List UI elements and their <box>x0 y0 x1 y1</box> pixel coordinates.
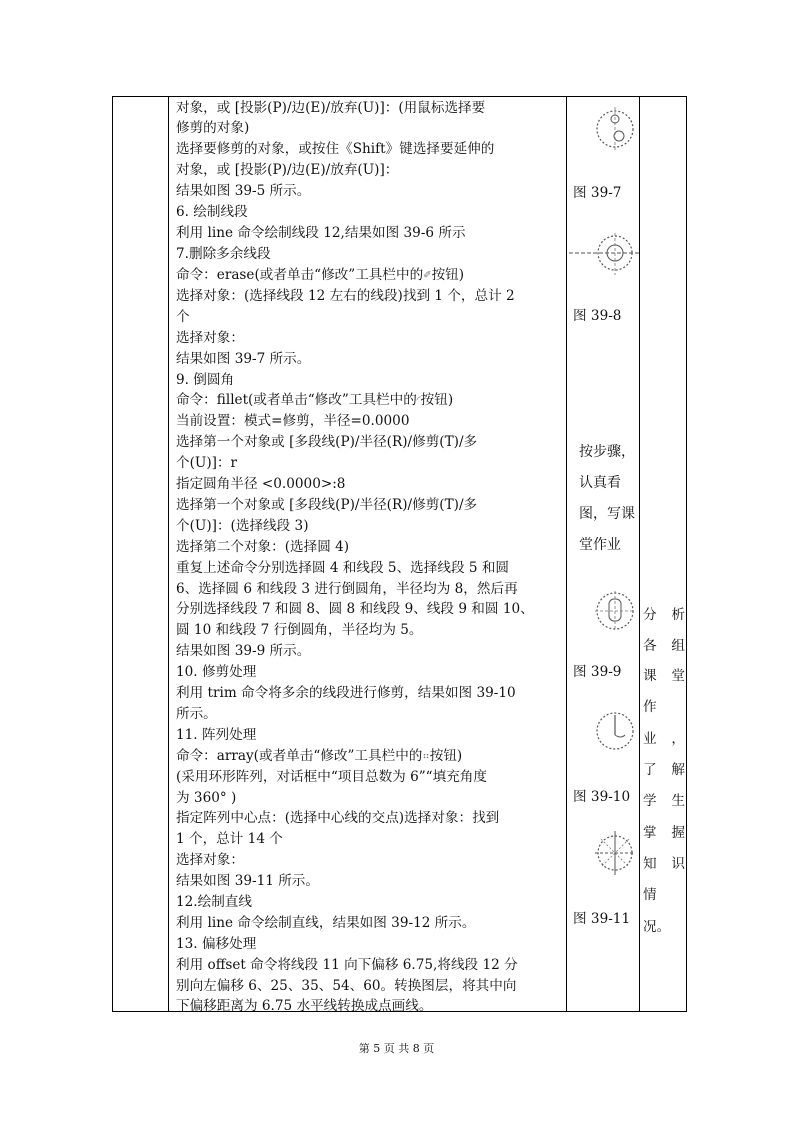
note-line: 图，写课 <box>579 506 635 522</box>
text-line: 结果如图 39-7 所示。 <box>176 351 311 367</box>
text-line: 修剪的对象) <box>176 120 250 136</box>
text-line: 别向左偏移 6、25、35、54、60。转换图层，将其中向 <box>176 978 517 994</box>
eraser-icon: ✐ <box>423 269 432 281</box>
text-segment: 按钮) <box>431 267 465 283</box>
text-line: 指定阵列中心点：(选择中心线的交点)选择对象：找到 <box>176 810 500 826</box>
analysis-row <box>643 821 685 841</box>
text-line: 12.绘制直线 <box>176 894 252 910</box>
text-line-with-icon <box>176 746 462 766</box>
analysis-char: 析 <box>671 607 685 623</box>
analysis-row <box>643 852 685 872</box>
analysis-char: 分 <box>643 607 657 623</box>
analysis-char: 解 <box>671 762 685 778</box>
analysis-row <box>643 603 685 623</box>
text-line: 重复上述命令分别选择圆 4 和线段 5、选择线段 5 和圆 <box>176 560 510 576</box>
text-segment: 命令：array(或者单击“修改”工具栏中的 <box>176 748 423 764</box>
text-segment: 命令：erase(或者单击“修改”工具栏中的 <box>176 267 424 283</box>
analysis-char: 情 <box>643 887 657 903</box>
text-line: 9. 倒圆角 <box>176 372 235 388</box>
text-line-with-icon <box>176 265 464 285</box>
text-line: 利用 line 命令绘制直线，结果如图 39-12 所示。 <box>176 915 476 931</box>
text-line: 1 个，总计 14 个 <box>176 831 283 847</box>
analysis-char: ， <box>671 731 685 747</box>
analysis-row <box>643 727 685 747</box>
text-line: 选择第一个对象或 [多段线(P)/半径(R)/修剪(T)/多 <box>176 434 478 450</box>
figure-39-11-drawing <box>589 827 641 879</box>
text-line: 个(U)]：r <box>176 455 238 471</box>
analysis-char: 掌 <box>643 825 657 841</box>
note-line: 认真看 <box>579 475 621 491</box>
figure-caption: 图 39-10 <box>573 789 631 805</box>
text-line: 选择对象： <box>176 852 244 868</box>
analysis-row <box>643 758 685 778</box>
text-line: 选择对象：(选择线段 12 左右的线段)找到 1 个，总计 2 <box>176 288 515 304</box>
text-line: 对象，或 [投影(P)/边(E)/放弃(U)]： <box>176 162 399 178</box>
analysis-row <box>643 883 685 903</box>
analysis-char: 课 <box>643 668 657 684</box>
figure-39-7-drawing <box>589 103 641 155</box>
step-note <box>579 437 649 561</box>
analysis-char: 各 <box>643 638 657 654</box>
text-segment: 按钮) <box>429 748 463 764</box>
content-table <box>112 96 687 1012</box>
analysis-char: 作 <box>643 699 657 715</box>
text-segment: 按钮) <box>420 392 454 408</box>
text-line: 11. 阵列处理 <box>176 727 257 743</box>
text-line: 利用 trim 命令将多余的线段进行修剪，结果如图 39-10 <box>176 685 516 701</box>
figure-39-8-drawing <box>569 229 641 279</box>
figure-39-9-drawing <box>589 587 641 635</box>
text-line: 6、选择圆 6 和线段 3 进行倒圆角，半径均为 8，然后再 <box>176 581 518 597</box>
text-line-with-icon <box>176 390 453 410</box>
analysis-char: 识 <box>671 856 685 872</box>
text-line: 结果如图 39-11 所示。 <box>176 873 319 889</box>
text-line: 利用 line 命令绘制线段 12,结果如图 39-6 所示 <box>176 225 466 241</box>
analysis-char: 业 <box>643 731 657 747</box>
text-line: 对象，或 [投影(P)/边(E)/放弃(U)]：(用鼠标选择要 <box>176 100 486 116</box>
text-line: 指定圆角半径 <0.0000>:8 <box>176 476 346 492</box>
text-line: 所示。 <box>176 706 217 722</box>
figure-caption: 图 39-11 <box>573 911 631 927</box>
figure-caption: 图 39-7 <box>573 185 622 201</box>
text-line: 选择第一个对象或 [多段线(P)/半径(R)/修剪(T)/多 <box>176 497 478 513</box>
analysis-char: 生 <box>671 793 685 809</box>
text-line: 7.删除多余线段 <box>176 246 271 262</box>
page-footer: 第 5 页 共 8 页 <box>358 1042 435 1055</box>
text-line: (采用环形阵列，对话框中“项目总数为 6”“填充角度 <box>176 769 487 785</box>
figure-caption: 图 39-8 <box>573 308 622 324</box>
text-line: 下偏移距离为 6.75 水平线转换成点画线。 <box>176 998 433 1014</box>
text-line: 结果如图 39-5 所示。 <box>176 183 311 199</box>
analysis-char: 学 <box>643 793 657 809</box>
analysis-char: 知 <box>643 856 657 872</box>
text-line: 圆 10 和线段 7 行倒圆角，半径均为 5。 <box>176 622 423 638</box>
text-segment: 命令：fillet(或者单击“修改”工具栏中的 <box>176 392 417 408</box>
analysis-char: 堂 <box>671 668 685 684</box>
analysis-row <box>643 789 685 809</box>
text-line: 当前设置：模式=修剪，半径=0.0000 <box>176 413 410 429</box>
text-line: 结果如图 39-9 所示。 <box>176 643 311 659</box>
fillet-icon: ◜ <box>416 394 421 406</box>
analysis-row <box>643 664 685 684</box>
text-line: 个(U)]：(选择线段 3) <box>176 518 309 534</box>
analysis-row <box>643 695 685 715</box>
text-line: 选择第二个对象：(选择圆 4) <box>176 539 350 555</box>
array-icon: ⠶ <box>422 750 430 762</box>
text-line: 选择对象： <box>176 330 244 346</box>
text-line: 个 <box>176 309 190 325</box>
text-line: 13. 偏移处理 <box>176 936 257 952</box>
note-line: 堂作业 <box>579 537 621 553</box>
text-line: 10. 修剪处理 <box>176 664 257 680</box>
analysis-row <box>643 915 685 935</box>
text-line: 选择要修剪的对象，或按住《Shift》键选择要延伸的 <box>176 141 495 157</box>
analysis-char: 况。 <box>643 919 671 935</box>
analysis-row <box>643 634 685 654</box>
text-line: 为 360° ) <box>176 790 237 806</box>
analysis-char: 了 <box>643 762 657 778</box>
note-line: 按步骤， <box>579 444 635 460</box>
analysis-char: 组 <box>671 638 685 654</box>
col-divider-2 <box>566 97 567 1011</box>
text-line: 分别选择线段 7 和圆 8、圆 8 和线段 9、线段 9 和圆 10、 <box>176 601 534 617</box>
text-line: 6. 绘制线段 <box>176 204 248 220</box>
text-line: 利用 offset 命令将线段 11 向下偏移 6.75,将线段 12 分 <box>176 957 518 973</box>
analysis-char: 握 <box>671 825 685 841</box>
figure-39-10-drawing <box>589 707 641 755</box>
figure-caption: 图 39-9 <box>573 664 622 680</box>
col-divider-1 <box>168 97 169 1011</box>
